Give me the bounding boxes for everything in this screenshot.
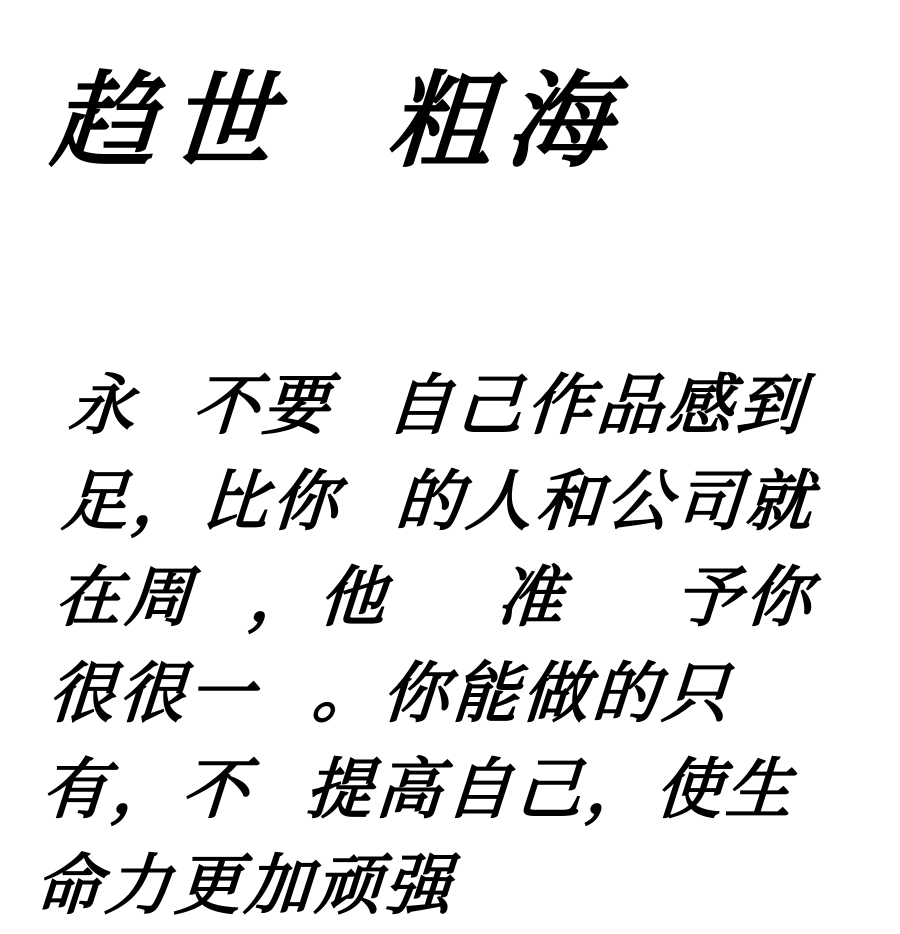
page-title: 趋世 粗海 (47, 60, 629, 182)
body-paragraph: 永 不要 自己作品感到足，比你 的人和公司就在周 ，他 准 予你很很一 。你能做的只有，不 提高自己，使生命力更加顽强 (32, 367, 819, 924)
